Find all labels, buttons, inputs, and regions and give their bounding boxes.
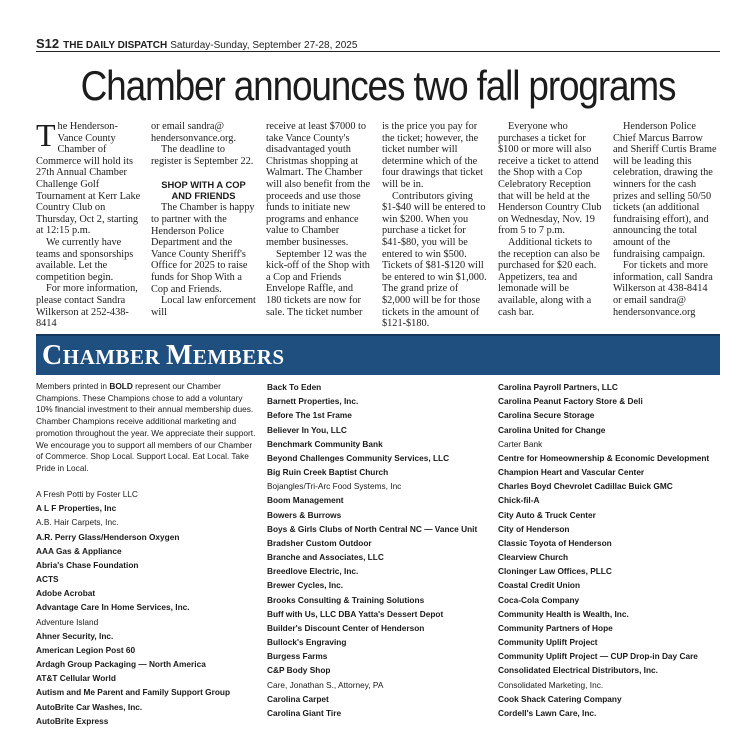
- member-item: Adobe Acrobat: [36, 588, 96, 599]
- paragraph: or email sandra@ hendersonvance.org.: [151, 121, 237, 144]
- member-item: AutoBrite Express: [36, 715, 109, 726]
- paragraph: Contributors giving $1-$40 will be entered to win $200. When you purchase a ticket for $41-$80, you will be entered to win $500. Tickets of $81-$120 will be entered to win $1,000. The grand prize of $2,000 will be for those tickets in the amount of $121-$180.: [382, 190, 487, 330]
- member-item: Before The 1st Frame: [267, 410, 352, 421]
- member-item: Cordell's Lawn Care, Inc.: [498, 707, 597, 718]
- member-item: Carolina Payroll Partners, LLC: [498, 382, 618, 392]
- member-item: Buff with Us, LLC DBA Yatta's Dessert Depot: [267, 608, 444, 619]
- paragraph: The deadline to register is September 22.: [151, 144, 254, 167]
- member-item: A.R. Perry Glass/Henderson Oxygen: [36, 531, 180, 542]
- subhead-line: AND FRIENDS: [171, 190, 236, 202]
- member-item: Autism and Me Parent and Family Support Group: [36, 687, 231, 698]
- member-item: Classic Toyota of Henderson: [498, 537, 612, 548]
- page-header: [36, 36, 720, 51]
- paragraph: We currently have teams and sponsorships available. Let the competition begin.: [36, 236, 134, 283]
- member-item: Abria's Chase Foundation: [36, 559, 139, 570]
- page-number: S12: [36, 36, 60, 51]
- member-item: Coca-Cola Company: [498, 594, 580, 605]
- article-column-5: [498, 121, 603, 318]
- member-item: Carolina Peanut Factory Store & Deli: [498, 396, 643, 407]
- member-item: Clearview Church: [498, 552, 569, 563]
- newspaper-name: THE DAILY DISPATCH: [63, 40, 168, 51]
- paragraph: is the price you pay for the ticket; however, the ticket number will determine which of the four drawings that ticket will be in.: [382, 121, 483, 190]
- member-item: A L F Properties, Inc: [36, 503, 117, 514]
- member-item: AutoBrite Car Washes, Inc.: [36, 701, 143, 712]
- member-item: Boys & Girls Clubs of North Central NC — Vance Unit: [267, 523, 478, 534]
- member-item: Bojangles/Tri-Arc Food Systems, Inc: [267, 481, 402, 492]
- article-column-3: [266, 121, 371, 318]
- article-column-4: [382, 121, 487, 330]
- paragraph: he Henderson-Vance County Chamber of Commerce will hold its 27th Annual Chamber Challenge Golf Tournament at Kerr Lake Country Club on Thursday, Oct 2, starting at 12:15 p.m.: [36, 121, 141, 237]
- member-item: Brooks Consulting & Training Solutions: [267, 594, 425, 605]
- member-item: Coastal Credit Union: [498, 580, 581, 591]
- paragraph: Local law enforcement will: [151, 295, 256, 318]
- issue-date: Saturday-Sunday, September 27-28, 2025: [170, 40, 358, 51]
- member-item: Centre for Homeownership & Economic Development: [498, 452, 710, 463]
- members-column-3: [498, 380, 720, 720]
- member-item: Ahner Security, Inc.: [36, 630, 114, 641]
- member-item: Carolina Carpet: [267, 693, 329, 704]
- member-item: Bullock's Engraving: [267, 637, 347, 648]
- member-item: Bradsher Custom Outdoor: [267, 537, 372, 548]
- member-item: Cloninger Law Offices, PLLC: [498, 566, 612, 577]
- paragraph: September 12 was the kick-off of the Shop with a Cop and Friends Envelope Raffle, and 180 tickets are now for sale. The ticket number: [266, 248, 370, 318]
- paragraph: Henderson Police Chief Marcus Barrow and Sheriff Curtis Brame will be leading this celebration, drawing the winners for the cash prizes and selling 50/50 tickets (an additional fundraising effort), and announcing the total amount of the fundraising campaign.: [613, 121, 717, 260]
- member-item: C&P Body Shop: [267, 665, 331, 676]
- banner-title: CHAMBER MEMBERS: [42, 340, 285, 371]
- member-item: A.B. Hair Carpets, Inc.: [36, 517, 119, 528]
- member-item: Brewer Cycles, Inc.: [267, 580, 344, 591]
- member-item: Back To Eden: [267, 382, 322, 392]
- article-column-1: [36, 117, 141, 330]
- member-item: Benchmark Community Bank: [267, 438, 383, 449]
- member-item: ACTS: [36, 574, 59, 585]
- subhead-line: SHOP WITH A COP: [161, 179, 246, 191]
- member-item: A Fresh Potti by Foster LLC: [36, 489, 138, 499]
- member-item: City of Henderson: [498, 523, 570, 534]
- member-item: AT&T Cellular World: [36, 673, 116, 684]
- article-column-6: [613, 121, 718, 318]
- member-item: Consolidated Electrical Distributors, Inc.: [498, 665, 658, 676]
- member-item: Believer In You, LLC: [267, 424, 347, 435]
- article-body: [36, 117, 720, 333]
- member-item: Carolina Giant Tire: [267, 707, 342, 718]
- member-item: Community Uplift Project — CUP Drop-in Day Care: [498, 651, 698, 662]
- member-item: Bowers & Burrows: [267, 509, 342, 520]
- member-item: Carter Bank: [498, 438, 543, 449]
- member-item: Charles Boyd Chevrolet Cadillac Buick GMC: [498, 481, 673, 492]
- member-item: Advantage Care In Home Services, Inc.: [36, 602, 190, 613]
- member-item: Consolidated Marketing, Inc.: [498, 679, 604, 690]
- member-item: City Auto & Truck Center: [498, 509, 596, 520]
- paragraph: For tickets and more information, call Sandra Wilkerson at 438-8414 or email sandra@ hendersonvance.org: [613, 260, 713, 318]
- paragraph: Additional tickets to the reception can also be purchased for $20 each. Appetizers, tea and lemonade will be available, along with a cash bar.: [498, 236, 600, 318]
- members-column-2: [267, 380, 489, 720]
- member-item: Big Ruin Creek Baptist Church: [267, 467, 389, 478]
- member-item: Breedlove Electric, Inc.: [267, 566, 359, 577]
- paragraph: receive at least $7000 to take Vance County's disadvantaged youth Christmas shopping at Walmart. The Chamber will also benefit from the proceeds and use those funds to initiate new programs and enhance value to Chamber member businesses.: [266, 121, 371, 248]
- member-item: Barnett Properties, Inc.: [267, 396, 359, 407]
- member-item: Adventure Island: [36, 616, 99, 627]
- member-item: Community Health is Wealth, Inc.: [498, 608, 629, 619]
- paragraph: Everyone who purchases a ticket for $100 or more will also receive a ticket to attend the Shop with a Cop Celebratory Reception that will be held at the Henderson Country Club on Wednesday, Nov. 19 from 5 to 7 p.m.: [498, 121, 602, 237]
- member-item: Cook Shack Catering Company: [498, 693, 622, 704]
- member-item: American Legion Post 60: [36, 644, 136, 655]
- member-item: Builder's Discount Center of Henderson: [267, 622, 425, 633]
- member-item: Ardagh Group Packaging — North America: [36, 659, 206, 670]
- member-item: Branche and Associates, LLC: [267, 552, 384, 563]
- member-item: Community Partners of Hope: [498, 622, 613, 633]
- member-item: Carolina Secure Storage: [498, 410, 595, 421]
- member-item: Chick-fil-A: [498, 495, 540, 506]
- member-item: Burgess Farms: [267, 651, 328, 662]
- subhead: [151, 179, 256, 201]
- member-item: AAA Gas & Appliance: [36, 545, 122, 556]
- member-item: Boom Management: [267, 495, 344, 506]
- members-intro: Members printed in BOLD represent our Chamber Champions. These Champions chose to add a voluntary 10% financial investment to their annual membership dues. Chamber Champions receive additional marketing and promotion throughout the year. We appreciate their support. We encourage you to support all members of our Chamber of Commerce. Shop Local. Support Local. Eat Local. Take Pride in Local.: [36, 381, 256, 473]
- member-item: Beyond Challenges Community Services, LLC: [267, 452, 450, 463]
- header-rule: [36, 51, 720, 52]
- member-item: Community Uplift Project: [498, 637, 598, 648]
- members-column-1: [36, 487, 258, 728]
- chamber-members-banner: [36, 334, 720, 375]
- member-item: Carolina United for Change: [498, 424, 606, 435]
- paragraph: The Chamber is happy to partner with the Henderson Police Department and the Vance County Sheriff's Office for 2025 to raise funds for Shop With a Cop and Friends.: [151, 202, 255, 295]
- headline: Chamber announces two fall programs: [80, 62, 676, 109]
- article-column-2: [151, 121, 256, 318]
- paragraph: For more information, please contact Sandra Wilkerson at 252-438-8414: [36, 283, 138, 330]
- member-item: Care, Jonathan S., Attorney, PA: [267, 679, 384, 690]
- member-item: Champion Heart and Vascular Center: [498, 467, 645, 478]
- drop-cap: T: [36, 117, 56, 153]
